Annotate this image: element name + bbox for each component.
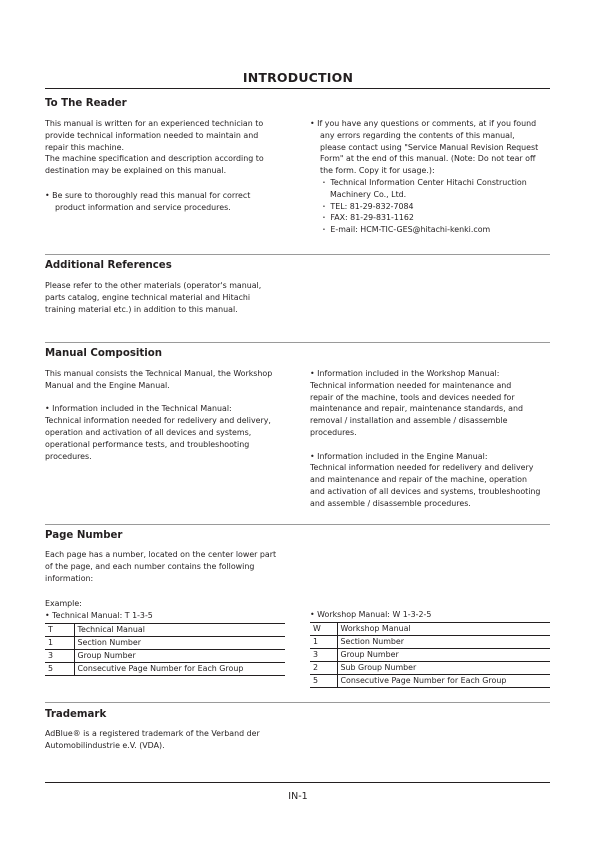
blank-line: [45, 392, 272, 404]
text-line: • If you have any questions or comments, at if you found: [310, 119, 537, 128]
text-line: provide technical information needed to maintain and: [45, 130, 259, 140]
text-line: This manual consists the Technical Manual, the Workshop: [45, 369, 273, 378]
text-line: Technical information needed for redelivery and delivery,: [45, 416, 271, 426]
text-line: • Workshop Manual: W 1-3-2-5: [310, 610, 432, 619]
table-cell: 3: [310, 649, 337, 662]
text-line: Technical information needed for maintenance and: [310, 380, 512, 390]
text-line: The machine specification and description according to: [45, 154, 264, 164]
table-row: [310, 662, 550, 675]
text-line: of the page, and each number contains the following: [45, 561, 255, 571]
text-line: maintenance and repair, maintenance standards, and: [310, 404, 523, 414]
technical-page-table: [45, 623, 285, 676]
table-cell: Consecutive Page Number for Each Group: [337, 675, 550, 688]
table-cell: Workshop Manual: [337, 623, 550, 636]
technical-example-label: • Technical Manual: T 1-3-5: [45, 610, 153, 620]
table-row: [45, 624, 285, 637]
text-line: Form" at the end of this manual. (Note: Do not tear off: [320, 154, 536, 164]
text-line: • Information included in the Workshop Manual:: [310, 369, 500, 378]
text-line: procedures.: [45, 451, 92, 461]
text-line: and maintenance and repair of the machine, operation: [310, 475, 528, 485]
table-cell: Consecutive Page Number for Each Group: [74, 663, 285, 676]
text-line: information:: [45, 573, 94, 583]
text-line: product information and service procedures.: [55, 202, 231, 212]
section-divider: [45, 342, 550, 343]
contact-line: ・ E-mail: HCM-TIC-GES@hitachi-kenki.com: [320, 225, 491, 235]
contact-line: ・ TEL: 81-29-832-7084: [320, 201, 414, 211]
table-row: [45, 650, 285, 663]
table-cell: Group Number: [74, 650, 285, 663]
table-row: [310, 675, 550, 688]
table-row: [310, 636, 550, 649]
page-title: INTRODUCTION: [242, 70, 354, 85]
text-line: the form. Copy it for usage.):: [320, 166, 435, 176]
text-line: any errors regarding the contents of this manual,: [320, 130, 515, 140]
text-line: parts catalog, engine technical material and Hitachi: [45, 292, 251, 302]
composition-left-text: [45, 368, 272, 462]
text-line: procedures.: [310, 427, 357, 437]
page-number-heading: Page Number: [45, 530, 123, 541]
table-cell: 2: [310, 662, 337, 675]
text-line: please contact using "Service Manual Revision Request: [320, 142, 539, 152]
table-cell: Section Number: [74, 637, 285, 650]
workshop-page-table: [310, 622, 550, 688]
text-line: Each page has a number, located on the center lower part: [45, 550, 277, 559]
footer-rule: [45, 782, 550, 783]
composition-heading: Manual Composition: [45, 348, 162, 359]
trademark-heading: Trademark: [45, 709, 107, 720]
contact-line: ・ FAX: 81-29-831-1162: [320, 213, 414, 223]
text-line: Please refer to the other materials (operator's manual,: [45, 281, 262, 290]
section-divider: [45, 524, 550, 525]
reader-left-text: [45, 118, 264, 177]
page-footer-number: IN-1: [288, 791, 308, 802]
text-line: operational performance tests, and troubleshooting: [45, 439, 250, 449]
contact-line: ・ Technical Information Center Hitachi Construction: [320, 177, 527, 187]
text-line: AdBlue® is a registered trademark of the Verband der: [45, 729, 260, 738]
trademark-text: [45, 728, 260, 752]
section-divider: [45, 702, 550, 703]
text-line: repair of the machine, tools and devices needed for: [310, 392, 515, 402]
additional-text: [45, 280, 261, 315]
table-cell: 3: [45, 650, 74, 663]
text-line: This manual is written for an experienced technician to: [45, 119, 264, 128]
table-cell: 1: [45, 637, 74, 650]
text-line: • Information included in the Engine Manual:: [310, 451, 488, 461]
text-line: • Information included in the Technical Manual:: [45, 404, 232, 414]
reader-heading: To The Reader: [45, 98, 127, 109]
text-line: operation and activation of all devices and systems,: [45, 427, 252, 437]
table-row: [45, 663, 285, 676]
table-cell: T: [45, 624, 74, 637]
table-row: [310, 649, 550, 662]
text-line: • Be sure to thoroughly read this manual for correct: [45, 191, 251, 200]
page-number-text: [45, 549, 276, 584]
table-row: [310, 623, 550, 636]
text-line: destination may be explained on this manual.: [45, 166, 227, 176]
text-line: repair this machine.: [45, 142, 125, 152]
table-cell: Section Number: [337, 636, 550, 649]
table-row: [45, 637, 285, 650]
text-line: removal / installation and assemble / disassemble: [310, 416, 508, 426]
table-cell: 5: [45, 663, 74, 676]
text-line: training material etc.) in addition to this manual.: [45, 304, 238, 314]
table-cell: Group Number: [337, 649, 550, 662]
contact-line: Machinery Co., Ltd.: [330, 189, 407, 199]
table-cell: 1: [310, 636, 337, 649]
composition-right-text: [310, 368, 540, 510]
text-line: Technical information needed for redelivery and delivery: [310, 463, 534, 473]
section-divider: [45, 254, 550, 255]
additional-heading: Additional References: [45, 260, 172, 271]
reader-bullet: [45, 190, 250, 214]
workshop-example-label: [310, 609, 431, 621]
table-cell: W: [310, 623, 337, 636]
text-line: and assemble / disassemble procedures.: [310, 498, 471, 508]
table-cell: Sub Group Number: [337, 662, 550, 675]
table-cell: Technical Manual: [74, 624, 285, 637]
blank-line: [310, 439, 540, 451]
example-text: [45, 598, 153, 622]
text-line: Automobilindustrie e.V. (VDA).: [45, 740, 165, 750]
text-line: Manual and the Engine Manual.: [45, 380, 170, 390]
table-cell: 5: [310, 675, 337, 688]
example-label: Example:: [45, 599, 82, 608]
title-rule: [45, 88, 550, 89]
reader-right-text: [310, 118, 538, 236]
text-line: and activation of all devices and systems, troubleshooting: [310, 486, 541, 496]
